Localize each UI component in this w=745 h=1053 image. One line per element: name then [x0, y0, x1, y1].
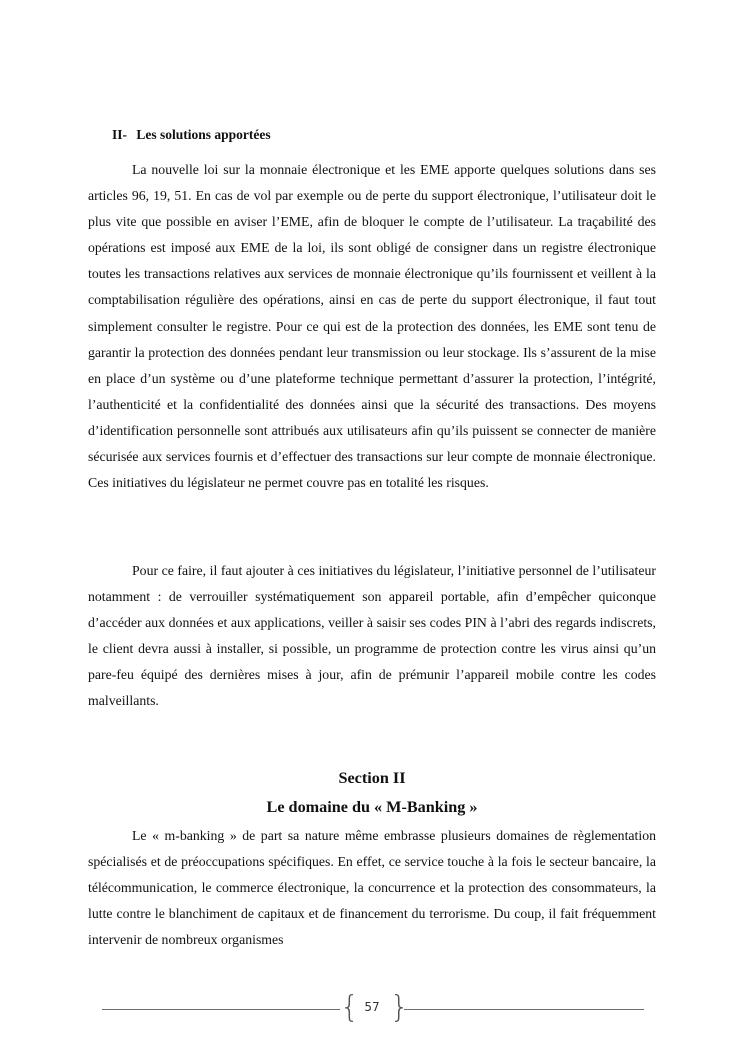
paragraph-user-initiative: Pour ce faire, il faut ajouter à ces initiatives du législateur, l’initiative personnel de l’utilisateur notamment : de verrouiller systématiquement son appareil portable, afin d’empêcher quiconque d’accéder aux données et aux applications, veiller à saisir ses codes PIN à l’abri des regards indiscrets, le client devra aussi à installer, si possible, un programme de protection contre les virus ainsi qu’un pare-feu équipé des dernières mises à jour, afin de prémunir l’appareil mobile contre les codes malveillants. [88, 563, 656, 709]
footer-bracket-left: { [340, 990, 360, 1025]
page-number: 57 [364, 1000, 380, 1014]
footer-bracket-right: } [390, 990, 410, 1025]
paragraph-solutions: La nouvelle loi sur la monnaie électronique et les EME apporte quelques solutions dans ses articles 96, 19, 51. En cas de vol par exemple ou de perte du support électronique, l’utilisateur doit le plus vite que possible en aviser l’EME, afin de bloquer le compte de l’utilisateur. La traçabilité des opérations est imposé aux EME de la loi, ils sont obligé de consigner dans un registre électronique toutes les transactions relatives aux services de monnaie électronique qu’ils fournissent et veillent à la comptabilisation régulière des opérations, ainsi en cas de perte du support électronique, il faut tout simplement consulter le registre. Pour ce qui est de la protection des données, les EME sont tenu de garantir la protection des données pendant leur transmission ou leur stockage. Ils s’assurent de la mise en place d’un système ou d’une plateforme technique permettant d’assurer la protection, l’intégrité, l’authenticité et la confidentialité des données ainsi que la sécurité des transactions. Des moyens d’identification personnelle sont attribués aux utilisateurs afin qu’ils puissent se connecter de manière sécurisée aux services fournis et d’effectuer des transactions sur leur compte de monnaie électronique. Ces initiatives du législateur ne permet couvre pas en totalité les risques. [88, 162, 656, 491]
footer-rule-left [102, 1009, 340, 1010]
paragraph-m-banking: Le « m-banking » de part sa nature même embrasse plusieurs domaines de règlementation spécialisés et de préoccupations spécifiques. En effet, ce service touche à la fois le secteur bancaire, la télécommunication, le commerce électronique, la concurrence et la protection des consommateurs, la lutte contre le blanchiment de capitaux et de financement du terrorisme. Du coup, il fait fréquemment intervenir de nombreux organismes [88, 828, 656, 948]
section-label: Section II [338, 769, 406, 787]
subsection-title: Les solutions apportées [136, 127, 271, 142]
subsection-number: II- [112, 127, 128, 142]
footer-rule-right [404, 1009, 644, 1010]
section-title: Le domaine du « M-Banking » [266, 798, 478, 816]
subsection-heading [112, 126, 271, 144]
